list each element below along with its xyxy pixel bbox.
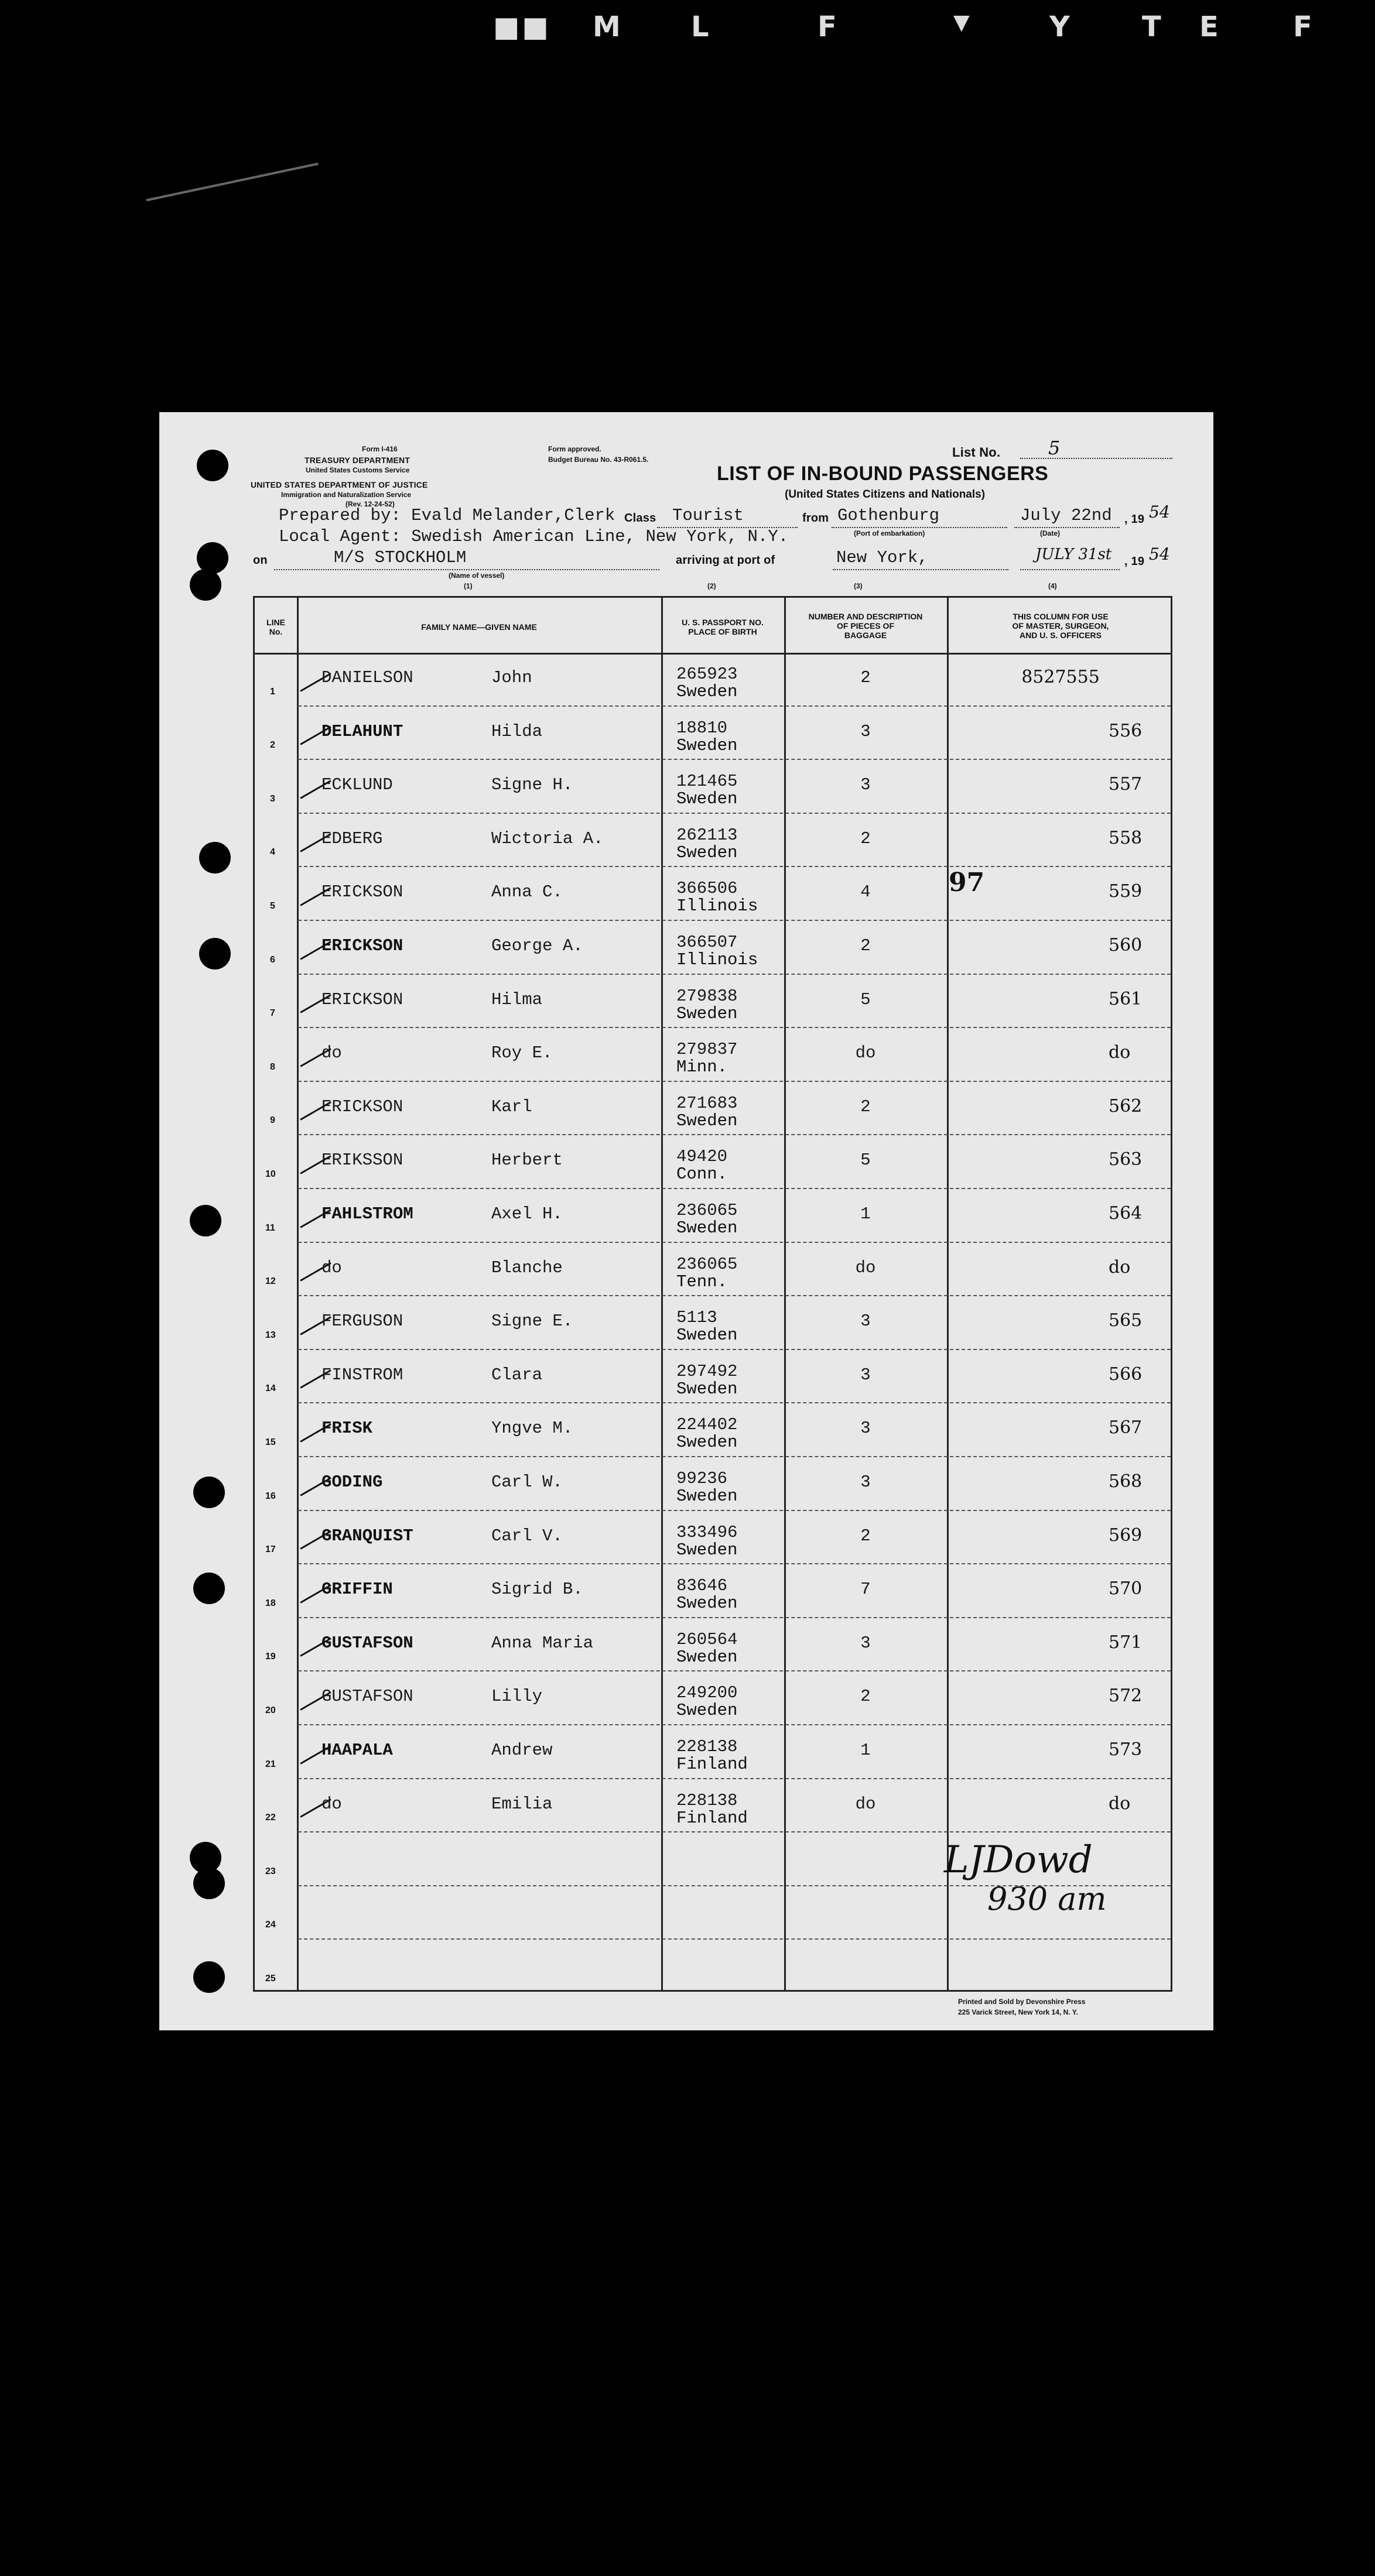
baggage-count: 1 [860, 1204, 871, 1224]
given-name: Roy E. [491, 1043, 553, 1063]
passport-number: 260564 [676, 1629, 738, 1649]
film-mark: T [1142, 11, 1164, 43]
family-name: FRISK [321, 1419, 373, 1438]
place-of-birth: Sweden [676, 1325, 738, 1345]
from-label: from [802, 512, 829, 525]
row-separator [298, 1617, 1171, 1618]
officer-entry: 559 [1109, 881, 1143, 902]
line-number: 17 [265, 1544, 276, 1555]
place-of-birth: Sweden [676, 682, 738, 701]
family-name: ERICKSON [321, 936, 403, 955]
passport-number: 18810 [676, 718, 728, 738]
revision-label: (Rev. 12-24-52) [346, 500, 395, 508]
place-of-birth: Finland [676, 1808, 748, 1828]
place-of-birth: Sweden [676, 1540, 738, 1560]
officer-entry: 568 [1109, 1471, 1143, 1492]
line-number: 4 [270, 847, 275, 858]
line-number: 7 [270, 1008, 275, 1019]
line-number: 2 [270, 740, 275, 751]
place-of-birth: Tenn. [676, 1272, 728, 1292]
row-separator [298, 974, 1171, 975]
given-name: Axel H. [491, 1204, 563, 1224]
document-title: LIST OF IN-BOUND PASSENGERS [717, 463, 1049, 485]
baggage-count: 3 [860, 721, 871, 741]
row-separator [298, 1724, 1171, 1725]
baggage-count: 5 [860, 1150, 871, 1170]
baggage-count: 1 [860, 1741, 871, 1760]
list-number: 5 [1048, 437, 1061, 459]
given-name: Anna Maria [491, 1633, 594, 1653]
passenger-list-page [159, 412, 1213, 2030]
line-number: 8 [270, 1061, 275, 1072]
family-name: ERIKSSON [321, 1150, 403, 1170]
given-name: Yngve M. [491, 1419, 573, 1438]
printer-line-1: Printed and Sold by Devonshire Press [958, 1998, 1086, 2006]
place-of-birth: Sweden [676, 1003, 738, 1023]
departure-date: July 22nd [1020, 506, 1112, 525]
film-mark: M [593, 11, 623, 43]
baggage-count: 3 [860, 1419, 871, 1438]
row-separator [298, 1134, 1171, 1135]
arrival-year-prefix: , 19 [1124, 555, 1145, 568]
list-number-label: List No. [952, 445, 1001, 460]
row-separator [298, 1242, 1171, 1243]
budget-bureau-number: Budget Bureau No. 43-R061.5. [548, 455, 649, 464]
film-mark: L [691, 11, 712, 43]
form-number: Form I-416 [362, 445, 398, 453]
port-embarkation-caption: (Port of embarkation) [854, 529, 925, 537]
family-name: ECKLUND [321, 775, 393, 795]
form-approved: Form approved. [548, 445, 601, 453]
officer-entry: 556 [1109, 720, 1143, 741]
column-number-2: (2) [707, 582, 716, 590]
passport-number: 366506 [676, 879, 738, 899]
header-line-no: LINE No. [266, 618, 285, 636]
given-name: Sigrid B. [491, 1580, 583, 1599]
vessel-name: M/S STOCKHOLM [334, 548, 467, 567]
row-separator [298, 1510, 1171, 1511]
line-number: 14 [265, 1383, 276, 1394]
passport-number: 49420 [676, 1147, 728, 1167]
baggage-count: 3 [860, 1311, 871, 1331]
line-number: 3 [270, 793, 275, 804]
passport-number: 236065 [676, 1254, 738, 1274]
line-number: 9 [270, 1115, 275, 1126]
row-separator [298, 813, 1171, 814]
officer-entry: 567 [1109, 1417, 1143, 1438]
row-separator [298, 1938, 1171, 1940]
row-separator [298, 1188, 1171, 1189]
line-number: 18 [265, 1598, 276, 1608]
baggage-count: do [855, 1043, 876, 1063]
arriving-label: arriving at port of [676, 554, 775, 567]
given-name: Andrew [491, 1741, 553, 1760]
given-name: Lilly [491, 1687, 543, 1707]
column-number-4: (4) [1048, 582, 1057, 590]
officer-entry: 563 [1109, 1149, 1143, 1170]
family-name: ERICKSON [321, 1097, 403, 1116]
row-separator [298, 759, 1171, 760]
row-separator [298, 705, 1171, 707]
row-separator [298, 1831, 1171, 1832]
given-name: Karl [491, 1097, 532, 1116]
baggage-count: 2 [860, 828, 871, 848]
on-label: on [253, 554, 268, 567]
row-separator [298, 1402, 1171, 1403]
line-number: 12 [265, 1276, 276, 1287]
baggage-count: 4 [860, 882, 871, 902]
passport-number: 366507 [676, 933, 738, 952]
passport-number: 249200 [676, 1683, 738, 1703]
row-separator [298, 1027, 1171, 1028]
given-name: Emilia [491, 1794, 553, 1814]
header-officers: THIS COLUMN FOR USE OF MASTER, SURGEON, AND U. S. OFFICERS [1012, 612, 1109, 640]
family-name: DELAHUNT [321, 721, 403, 741]
passport-number: 99236 [676, 1469, 728, 1488]
officer-entry: do [1109, 1793, 1131, 1814]
officer-entry: 561 [1109, 988, 1143, 1009]
passport-number: 279838 [676, 986, 738, 1006]
given-name: Signe H. [491, 775, 573, 795]
given-name: John [491, 668, 532, 687]
officer-entry: 566 [1109, 1364, 1143, 1385]
passport-number: 228138 [676, 1737, 738, 1756]
given-name: Hilda [491, 721, 543, 741]
passport-number: 297492 [676, 1361, 738, 1381]
passport-number: 333496 [676, 1522, 738, 1542]
passport-number: 265923 [676, 664, 738, 684]
officer-entry: 557 [1109, 774, 1143, 795]
punch-hole [197, 450, 228, 481]
line-number: 23 [265, 1866, 276, 1876]
given-name: Carl V. [491, 1526, 563, 1546]
officer-entry: do [1109, 1256, 1131, 1277]
punch-hole [193, 1477, 225, 1508]
arrival-port: New York, [836, 548, 928, 567]
local-agent: Local Agent: Swedish American Line, New York, N.Y. [279, 527, 789, 546]
line-number: 22 [265, 1813, 276, 1823]
row-separator [298, 920, 1171, 921]
line-number: 5 [270, 901, 275, 911]
row-separator [298, 1295, 1171, 1296]
punch-hole [193, 1868, 225, 1899]
place-of-birth: Illinois [676, 950, 758, 970]
given-name: Wictoria A. [491, 828, 604, 848]
line-number: 11 [265, 1222, 275, 1233]
punch-hole [199, 938, 231, 970]
department-of-justice: UNITED STATES DEPARTMENT OF JUSTICE [251, 480, 428, 489]
place-of-birth: Sweden [676, 1647, 738, 1667]
baggage-count: 3 [860, 775, 871, 795]
passport-number: 228138 [676, 1790, 738, 1810]
officer-entry: 564 [1109, 1203, 1143, 1224]
officer-entry: 572 [1109, 1686, 1143, 1707]
film-mark: F [818, 11, 839, 43]
row-separator [298, 1778, 1171, 1779]
passport-number: 224402 [676, 1415, 738, 1435]
line-number: 13 [265, 1330, 276, 1340]
officer-entry: 565 [1109, 1310, 1143, 1331]
row-separator [298, 1456, 1171, 1457]
family-name: FINSTROM [321, 1365, 403, 1385]
prepared-by: Prepared by: Evald Melander,Clerk [279, 506, 615, 525]
signature: LJDowd [944, 1838, 1093, 1882]
baggage-count: 3 [860, 1365, 871, 1385]
family-name: FERGUSON [321, 1311, 403, 1331]
family-name: FAHLSTROM [321, 1204, 413, 1224]
given-name: Anna C. [491, 882, 563, 902]
ins-label: Immigration and Naturalization Service [281, 491, 412, 499]
signature-time: 930 am [987, 1880, 1107, 1917]
officer-entry: 8527555 [1021, 667, 1100, 687]
passport-number: 271683 [676, 1093, 738, 1113]
given-name: Herbert [491, 1150, 563, 1170]
baggage-count: 2 [860, 1687, 871, 1707]
film-mark: F [1293, 11, 1315, 43]
family-name: EDBERG [321, 828, 383, 848]
family-name: do [321, 1043, 342, 1063]
punch-hole [193, 1961, 225, 1993]
class-label: Class [624, 512, 656, 525]
column-number-3: (3) [854, 582, 863, 590]
place-of-birth: Sweden [676, 789, 738, 809]
passport-number: 262113 [676, 825, 738, 845]
film-mark: E [1199, 11, 1221, 43]
embarkation-port: Gothenburg [837, 506, 940, 525]
line-number: 25 [265, 1974, 276, 1984]
passport-number: 279837 [676, 1040, 738, 1060]
date-caption: (Date) [1040, 529, 1061, 537]
family-name: GUSTAFSON [321, 1687, 413, 1707]
line-number: 15 [265, 1437, 276, 1447]
place-of-birth: Sweden [676, 1701, 738, 1721]
row-separator [298, 1349, 1171, 1350]
row-separator [298, 1670, 1171, 1671]
line-number: 19 [265, 1652, 276, 1662]
table-row [255, 1940, 1171, 1993]
family-name: GRANQUIST [321, 1526, 413, 1546]
officer-entry: 560 [1109, 935, 1143, 955]
family-name: HAAPALA [321, 1741, 393, 1760]
baggage-count: 2 [860, 936, 871, 955]
officer-entry: 571 [1109, 1632, 1143, 1653]
officer-entry: 573 [1109, 1739, 1143, 1760]
baggage-count: 5 [860, 989, 871, 1009]
punch-hole [190, 569, 221, 601]
document-subtitle: (United States Citizens and Nationals) [785, 488, 986, 501]
printer-line-2: 225 Varick Street, New York 14, N. Y. [958, 2008, 1078, 2016]
place-of-birth: Sweden [676, 1111, 738, 1131]
given-name: George A. [491, 936, 583, 955]
place-of-birth: Conn. [676, 1164, 728, 1184]
row-separator [298, 866, 1171, 867]
family-name: ERICKSON [321, 882, 403, 902]
baggage-count: 3 [860, 1633, 871, 1653]
officer-entry: 558 [1109, 827, 1143, 848]
officer-entry: do [1109, 1042, 1131, 1063]
line-number: 10 [265, 1169, 276, 1179]
line-number: 24 [265, 1920, 276, 1930]
arrival-year: 54 [1149, 544, 1170, 564]
given-name: Blanche [491, 1258, 563, 1277]
place-of-birth: Minn. [676, 1057, 728, 1077]
family-name: GRIFFIN [321, 1580, 393, 1599]
passport-number: 5113 [676, 1308, 717, 1328]
line-number: 21 [265, 1759, 276, 1769]
place-of-birth: Finland [676, 1755, 748, 1774]
punch-hole [193, 1573, 225, 1604]
given-name: Clara [491, 1365, 543, 1385]
punch-hole [199, 842, 231, 873]
place-of-birth: Sweden [676, 1594, 738, 1614]
departure-year: 54 [1149, 502, 1170, 522]
line-number: 20 [265, 1705, 276, 1715]
row-separator [298, 1081, 1171, 1082]
baggage-count: 2 [860, 1526, 871, 1546]
baggage-count: 2 [860, 1097, 871, 1116]
film-mark: ▼ [953, 11, 972, 35]
line-number: 1 [270, 686, 275, 697]
passenger-table [253, 596, 1172, 1992]
place-of-birth: Sweden [676, 735, 738, 755]
treasury-department: TREASURY DEPARTMENT [305, 455, 411, 465]
passport-number: 121465 [676, 772, 738, 792]
film-mark: Y [1049, 11, 1072, 43]
family-name: do [321, 1794, 342, 1814]
film-scratch [146, 163, 319, 201]
place-of-birth: Sweden [676, 1218, 738, 1238]
place-of-birth: Sweden [676, 1433, 738, 1453]
year-prefix: , 19 [1124, 513, 1145, 526]
place-of-birth: Sweden [676, 842, 738, 862]
passport-number: 83646 [676, 1576, 728, 1596]
header-passport: U. S. PASSPORT NO. PLACE OF BIRTH [682, 618, 764, 636]
stamp-number: 97 [949, 868, 985, 898]
family-name: GUSTAFSON [321, 1633, 413, 1653]
given-name: Carl W. [491, 1472, 563, 1492]
punch-hole [190, 1205, 221, 1236]
family-name: ERICKSON [321, 989, 403, 1009]
class-value: Tourist [672, 506, 744, 525]
family-name: DANIELSON [321, 668, 413, 687]
film-mark: ■■ [493, 11, 551, 43]
officer-entry: 569 [1109, 1525, 1143, 1546]
line-number: 6 [270, 954, 275, 965]
family-name: GODING [321, 1472, 383, 1492]
header-baggage: NUMBER AND DESCRIPTION OF PIECES OF BAGGAGE [808, 612, 923, 640]
row-separator [298, 1563, 1171, 1564]
baggage-count: 3 [860, 1472, 871, 1492]
officer-entry: 570 [1109, 1578, 1143, 1599]
place-of-birth: Illinois [676, 896, 758, 916]
baggage-count: do [855, 1794, 876, 1814]
column-number-1: (1) [464, 582, 473, 590]
passport-number: 236065 [676, 1201, 738, 1220]
given-name: Signe E. [491, 1311, 573, 1331]
baggage-count: 7 [860, 1580, 871, 1599]
vessel-caption: (Name of vessel) [449, 571, 505, 580]
arrival-date: JULY 31st [1035, 546, 1112, 563]
baggage-count: do [855, 1258, 876, 1277]
given-name: Hilma [491, 989, 543, 1009]
line-number: 16 [265, 1491, 276, 1501]
family-name: do [321, 1258, 342, 1277]
header-name: FAMILY NAME—GIVEN NAME [421, 622, 537, 632]
place-of-birth: Sweden [676, 1379, 738, 1399]
baggage-count: 2 [860, 668, 871, 687]
place-of-birth: Sweden [676, 1486, 738, 1506]
film-strip [0, 0, 1375, 47]
customs-service: United States Customs Service [306, 466, 410, 474]
officer-entry: 562 [1109, 1095, 1143, 1116]
